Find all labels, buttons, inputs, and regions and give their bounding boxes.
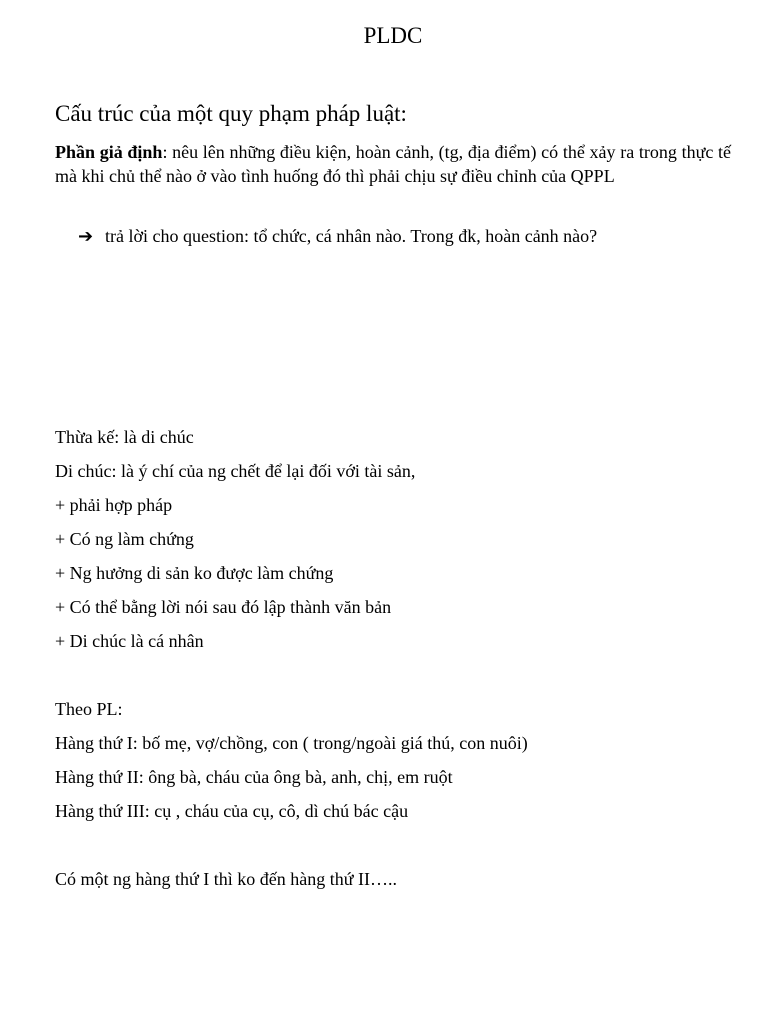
will-definition-line: Di chúc: là ý chí của ng chết để lại đối với tài sản,	[55, 461, 416, 481]
arrow-note-text: trả lời cho question: tổ chức, cá nhân nào. Trong đk, hoàn cảnh nào?	[105, 226, 598, 246]
will-condition-item: + phải hợp pháp	[55, 495, 173, 515]
heir-rank-line: Hàng thứ III: cụ , cháu của cụ, cô, dì chú bác cậu	[55, 801, 409, 821]
law-heading: Theo PL:	[55, 699, 123, 719]
document-title: PLDC	[363, 23, 423, 48]
heir-rank-line: Hàng thứ II: ông bà, cháu của ông bà, anh, chị, em ruột	[55, 767, 453, 787]
will-condition-item: + Có ng làm chứng	[55, 529, 194, 549]
will-condition-item: + Ng hưởng di sản ko được làm chứng	[55, 563, 334, 583]
inheritance-line: Thừa kế: là di chúc	[55, 427, 194, 447]
definition-text: : nêu lên những điều kiện, hoàn cảnh, (tg, địa điểm) có thể xảy ra trong thực tế mà khi chủ thể nào ở vào tình huống đó thì phải chịu sự điều chỉnh của QPPL	[55, 142, 731, 186]
definition-term: Phần giả định	[55, 142, 163, 162]
heir-rank-line: Hàng thứ I: bố mẹ, vợ/chồng, con ( trong/ngoài giá thú, con nuôi)	[55, 733, 528, 753]
closing-line: Có một ng hàng thứ I thì ko đến hàng thứ II…..	[55, 869, 397, 889]
will-condition-item: + Di chúc là cá nhân	[55, 631, 204, 651]
right-arrow-icon: ➔	[78, 226, 94, 247]
definition-paragraph	[55, 140, 731, 188]
will-condition-item: + Có thể bằng lời nói sau đó lập thành văn bản	[55, 597, 392, 617]
arrow-note	[78, 224, 597, 249]
section-heading: Cấu trúc của một quy phạm pháp luật:	[55, 101, 407, 126]
